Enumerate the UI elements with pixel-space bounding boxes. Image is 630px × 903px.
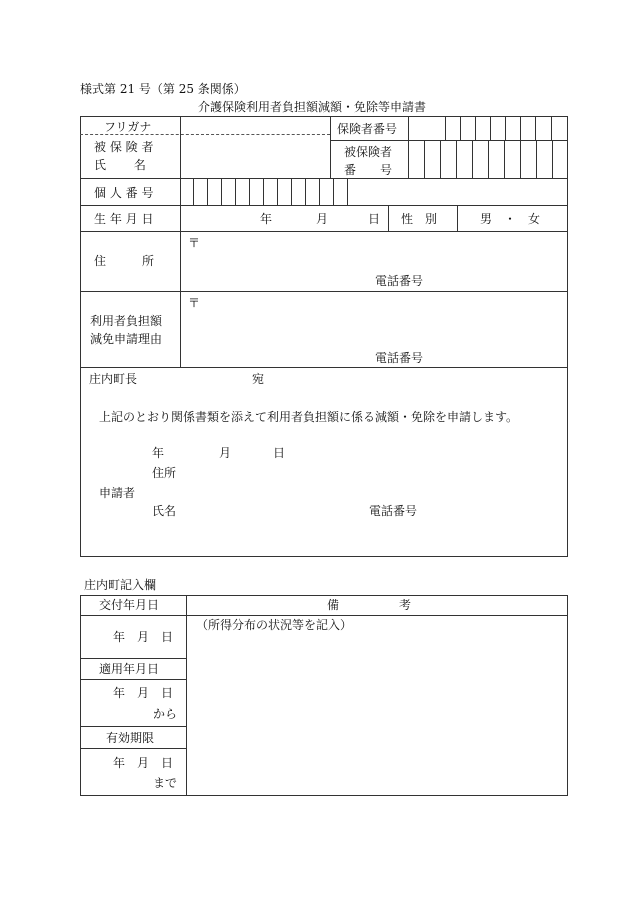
applicant-name-label: 氏名 bbox=[152, 504, 177, 518]
office-row-divider bbox=[80, 679, 186, 680]
application-statement: 上記のとおり関係書類を添えて利用者負担額に係る減額・免除を申請します。 bbox=[99, 410, 519, 424]
column-divider bbox=[457, 205, 458, 231]
row-divider bbox=[80, 231, 568, 232]
row-divider bbox=[80, 291, 568, 292]
applicant-label: 申請者 bbox=[99, 486, 136, 500]
apply-date-ymd: 年 月 日 bbox=[113, 686, 174, 700]
office-section-title: 庄内町記入欄 bbox=[84, 578, 157, 592]
valid-period-until: まで bbox=[153, 776, 178, 790]
applicant-address-label: 住所 bbox=[152, 466, 177, 480]
phone-label: 電話番号 bbox=[375, 274, 424, 288]
row-divider bbox=[80, 178, 568, 179]
postal-mark-2: 〒 bbox=[188, 296, 201, 310]
personal-number-label: 個 人 番 号 bbox=[94, 186, 154, 200]
application-month: 月 bbox=[219, 446, 232, 460]
column-divider bbox=[330, 116, 331, 178]
addressee: 庄内町長 bbox=[89, 372, 138, 386]
sex-options: 男 ・ 女 bbox=[480, 212, 541, 226]
valid-period-ymd: 年 月 日 bbox=[113, 756, 174, 770]
application-day: 日 bbox=[273, 446, 286, 460]
apply-date-from: から bbox=[153, 707, 178, 721]
row-divider bbox=[80, 205, 568, 206]
address-label: 住 所 bbox=[94, 254, 155, 268]
reason-label: 利用者負担額 bbox=[90, 314, 163, 328]
postal-mark: 〒 bbox=[188, 236, 201, 250]
applicant-phone-label: 電話番号 bbox=[369, 504, 418, 518]
birth-day: 日 bbox=[368, 212, 381, 226]
insured-name-label: 被 保 険 者 bbox=[94, 140, 154, 154]
valid-period-label: 有効期限 bbox=[106, 731, 155, 745]
birth-month: 月 bbox=[316, 212, 329, 226]
column-divider bbox=[408, 116, 409, 178]
furigana-label: フリガナ bbox=[104, 120, 152, 134]
apply-date-label: 適用年月日 bbox=[99, 662, 160, 676]
office-header-divider bbox=[80, 615, 568, 616]
birth-year: 年 bbox=[260, 212, 273, 226]
remarks-label: 備 考 bbox=[327, 598, 412, 612]
issue-date-label: 交付年月日 bbox=[99, 598, 160, 612]
insured-number-label-2: 番 号 bbox=[344, 163, 393, 177]
row-divider bbox=[80, 367, 568, 368]
label-column-divider bbox=[180, 116, 181, 367]
furigana-dashed-line bbox=[80, 134, 330, 135]
column-divider bbox=[388, 205, 389, 231]
office-column-divider bbox=[186, 595, 187, 796]
insurer-number-label: 保険者番号 bbox=[337, 122, 398, 136]
office-row-divider bbox=[80, 658, 186, 659]
phone-label-2: 電話番号 bbox=[375, 351, 424, 365]
sex-label: 性 別 bbox=[401, 212, 438, 226]
remarks-note: （所得分布の状況等を記入） bbox=[196, 618, 353, 632]
form-number: 様式第 21 号（第 25 条関係） bbox=[80, 82, 246, 96]
birthdate-label: 生 年 月 日 bbox=[94, 212, 154, 226]
reason-label-2: 減免申請理由 bbox=[90, 332, 163, 346]
office-row-divider bbox=[80, 726, 186, 727]
row-divider bbox=[330, 140, 568, 141]
issue-date-ymd: 年 月 日 bbox=[113, 630, 174, 644]
insured-name-label-2: 氏 名 bbox=[94, 158, 146, 172]
application-year: 年 bbox=[152, 446, 165, 460]
office-row-divider bbox=[80, 748, 186, 749]
insured-number-label: 被保険者 bbox=[344, 145, 393, 159]
form-title: 介護保険利用者負担額減額・免除等申請書 bbox=[198, 100, 427, 114]
addressee-suffix: 宛 bbox=[252, 372, 265, 386]
